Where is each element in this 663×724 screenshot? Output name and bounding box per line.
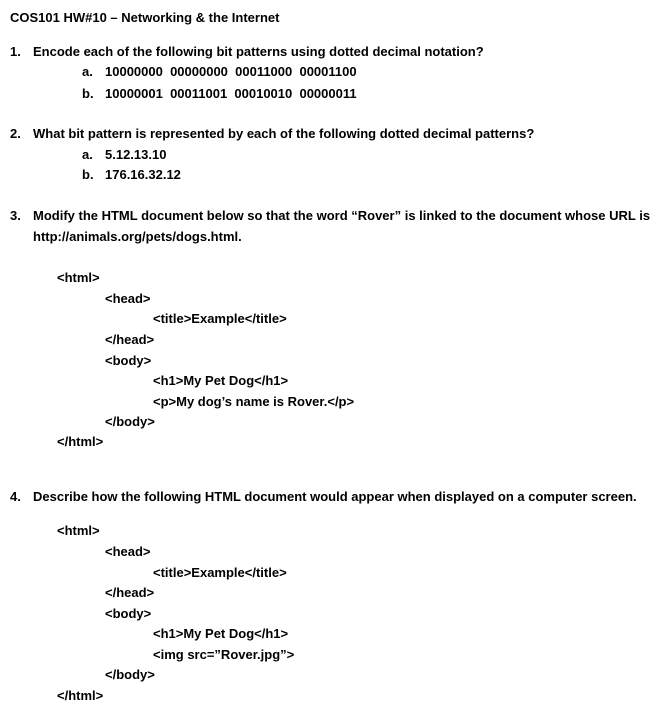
q3-code-line: <head> [105, 291, 151, 306]
q4-code-line: <body> [105, 606, 152, 621]
question-3-text-line2: http://animals.org/pets/dogs.html. [33, 229, 242, 244]
question-2-number: 2. [10, 126, 21, 141]
question-2-item-b-letter: b. [82, 167, 94, 182]
q3-code-line: </body> [105, 414, 155, 429]
q4-code-line: <head> [105, 544, 151, 559]
q3-code-line: </head> [105, 332, 155, 347]
document-title: COS101 HW#10 – Networking & the Internet [10, 10, 280, 25]
question-3-number: 3. [10, 208, 21, 223]
q3-code-line: </html> [57, 434, 104, 449]
q3-code-line: <p>My dog’s name is Rover.</p> [153, 394, 355, 409]
question-1-text: Encode each of the following bit patterns using dotted decimal notation? [33, 44, 484, 59]
q4-code-line: </head> [105, 585, 155, 600]
question-1-item-b-text: 10000001 00011001 00010010 00000011 [105, 86, 357, 101]
question-2-item-a-text: 5.12.13.10 [105, 147, 167, 162]
question-2-item-a-letter: a. [82, 147, 93, 162]
q3-code-line: <h1>My Pet Dog</h1> [153, 373, 289, 388]
question-2-item-b-text: 176.16.32.12 [105, 167, 181, 182]
question-4-text: Describe how the following HTML document would appear when displayed on a computer screen. [33, 489, 637, 504]
q3-code-line: <title>Example</title> [153, 311, 287, 326]
question-4-number: 4. [10, 489, 21, 504]
question-1-item-a-letter: a. [82, 64, 93, 79]
question-1-number: 1. [10, 44, 21, 59]
q4-code-line: </html> [57, 688, 104, 703]
q4-code-line: </body> [105, 667, 155, 682]
q4-code-line: <h1>My Pet Dog</h1> [153, 626, 289, 641]
question-2-text: What bit pattern is represented by each of the following dotted decimal patterns? [33, 126, 535, 141]
question-1-item-a-text: 10000000 00000000 00011000 00001100 [105, 64, 357, 79]
q3-code-line: <body> [105, 353, 152, 368]
question-3-text-line1: Modify the HTML document below so that the word “Rover” is linked to the document whose URL is [33, 208, 651, 223]
q4-code-line: <html> [57, 523, 100, 538]
q4-code-line: <title>Example</title> [153, 565, 287, 580]
question-1-item-b-letter: b. [82, 86, 94, 101]
q4-code-line: <img src=”Rover.jpg”> [153, 647, 295, 662]
q3-code-line: <html> [57, 270, 100, 285]
